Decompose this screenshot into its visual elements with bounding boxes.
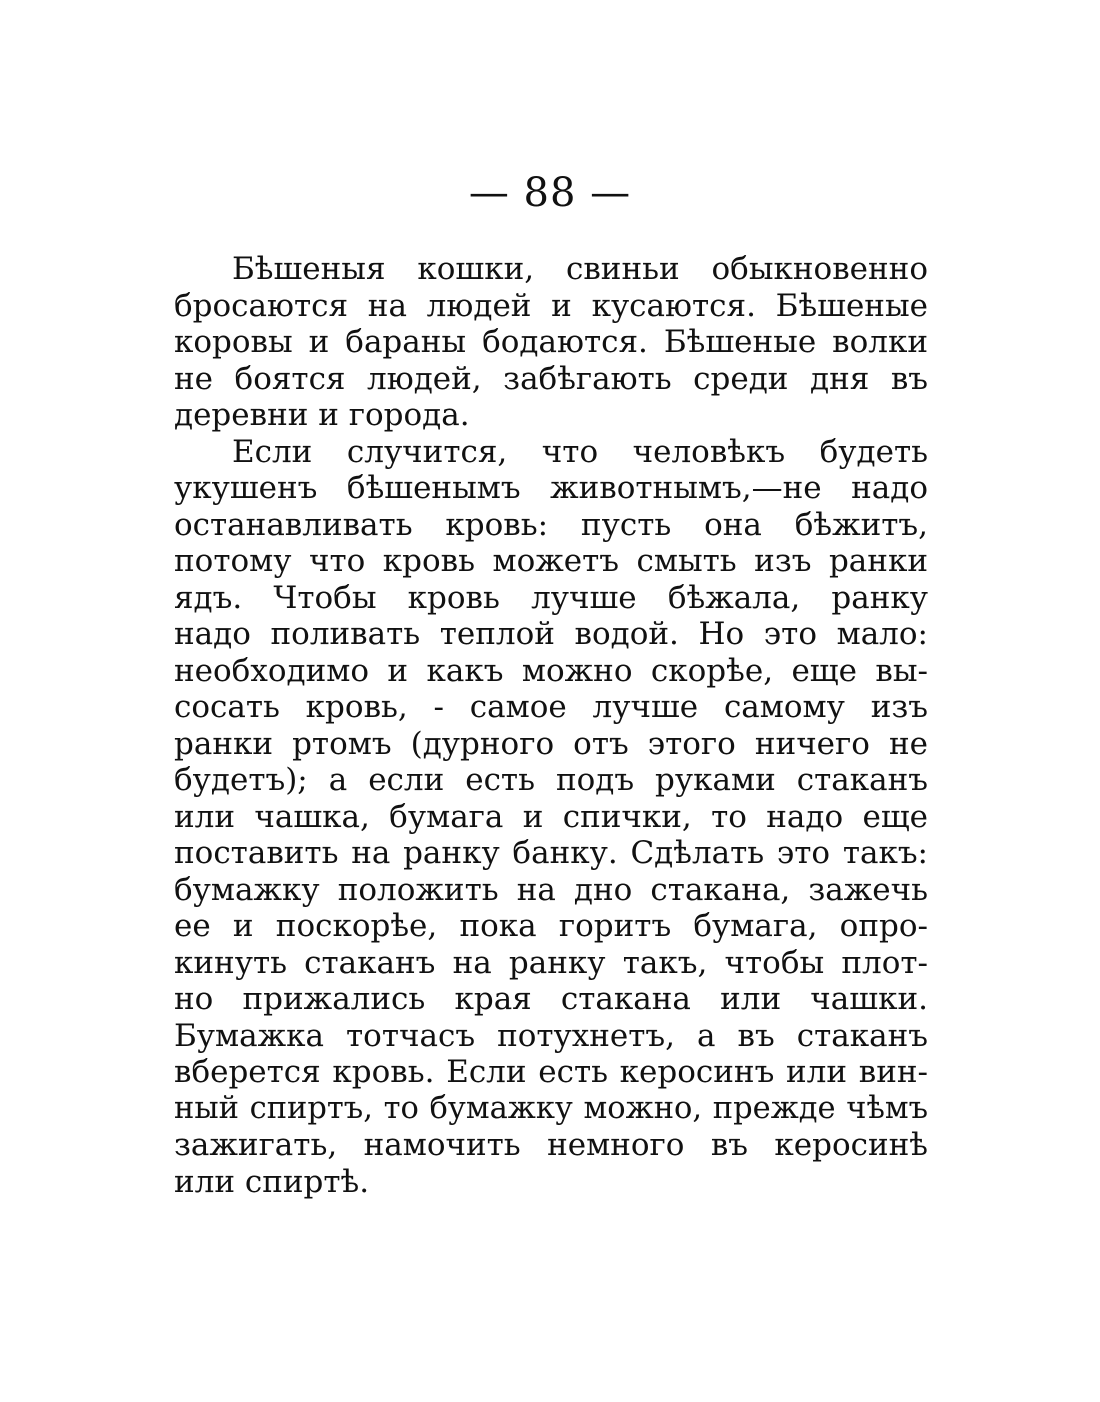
text-line: кинуть стаканъ на ранку такъ, чтобы плот- (174, 944, 928, 981)
text-line: ный спиртъ, то бумажку можно, прежде чѣмъ (174, 1090, 928, 1126)
text-line: ядъ. Чтобы кровь лучше бѣжала, ранку (174, 579, 928, 616)
text-line: потому что кровь можетъ смыть изъ ранки (174, 543, 928, 579)
text-line: сосать кровь, - самое лучше самому изъ (174, 689, 928, 725)
text-line: бумажку положить на дно стакана, зажечь (174, 871, 928, 908)
text-line: или чашка, бумага и спички, то надо еще (174, 798, 928, 835)
page-number: — 88 — (468, 170, 632, 216)
text-line: не боятся людей, забѣгають среди дня въ (174, 360, 928, 397)
text-line: ранки ртомъ (дурного отъ этого ничего не (174, 725, 928, 762)
text-line: останавливать кровь: пусть она бѣжитъ, (174, 506, 928, 543)
text-line: вберется кровь. Если есть керосинъ или вин- (174, 1054, 928, 1090)
text-line: Бумажка тотчасъ потухнетъ, а въ стаканъ (174, 1017, 928, 1054)
text-line: укушенъ бѣшенымъ животнымъ,—не надо (174, 470, 928, 506)
text-line: Если случится, что человѣкъ будеть (232, 433, 928, 470)
text-line: или спиртѣ. (174, 1163, 370, 1200)
text-line: будетъ); а если есть подъ руками стаканъ (174, 762, 928, 798)
text-line: коровы и бараны бодаются. Бѣшеные волки (174, 324, 928, 360)
text-line: но прижались края стакана или чашки. (174, 981, 928, 1017)
text-line: бросаются на людей и кусаются. Бѣшеные (174, 287, 928, 324)
text-line: надо поливать теплой водой. Но это мало: (174, 616, 928, 652)
paragraph-1 (174, 251, 928, 434)
text-line: ее и поскорѣе, пока горитъ бумага, опро- (174, 908, 928, 944)
text-line: Бѣшеныя кошки, свиньи обыкновенно (232, 251, 928, 287)
paragraph-2 (174, 434, 928, 1201)
body-text (174, 251, 928, 1200)
text-line: необходимо и какъ можно скорѣе, еще вы- (174, 652, 928, 689)
text-line: деревни и города. (174, 397, 470, 433)
text-line: зажигать, намочить немного въ керосинѣ (174, 1127, 928, 1163)
text-line: поставить на ранку банку. Сдѣлать это такъ: (174, 835, 928, 871)
